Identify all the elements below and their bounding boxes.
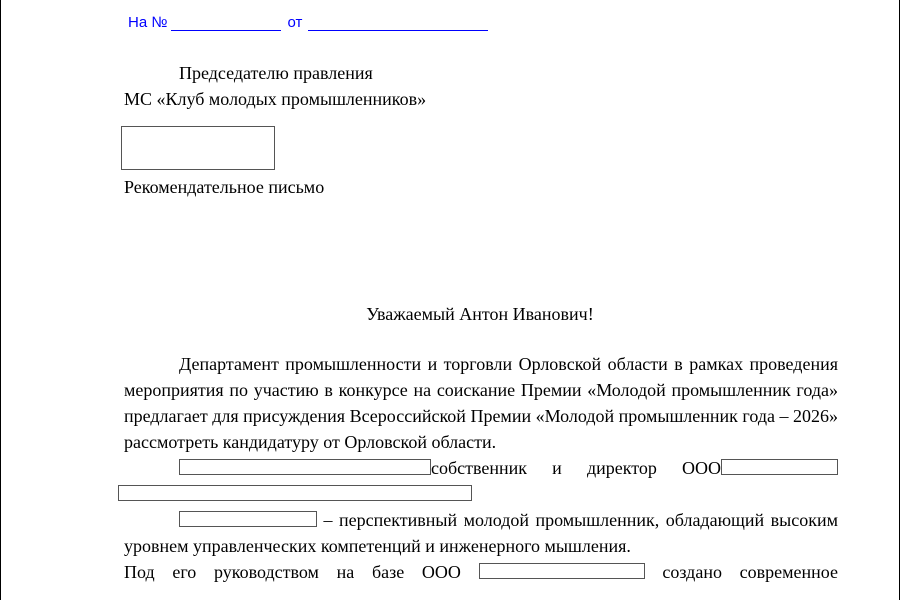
registration-number-label: На № bbox=[128, 14, 168, 31]
paragraph-4-start: Под его руководством на базе ООО bbox=[124, 562, 461, 582]
paragraph-3 bbox=[124, 507, 838, 559]
paragraph-1: Департамент промышленности и торговли Орловской области в рамках проведения мероприятия по участию в конкурсе на соискание Премии «Молодой промышленник года» предлагает для присуждения Всероссийской Премии «Молодой промышленник года – 2026» рассмотреть кандидатуру от Орловской области. bbox=[124, 354, 838, 452]
greeting: Уважаемый Антон Иванович! bbox=[366, 304, 594, 324]
registration-number-field[interactable] bbox=[171, 14, 281, 31]
redacted-name-short bbox=[179, 511, 317, 527]
paragraph-3-text: – перспективный молодой промышленник, обладающий высоким уровнем управленческих компетенций и инженерного мышления. bbox=[124, 510, 838, 556]
paragraph-4-end: создано современное bbox=[662, 562, 839, 582]
registration-date-field[interactable] bbox=[308, 14, 488, 31]
paragraph-2-continuation bbox=[124, 481, 838, 507]
registration-date-label: от bbox=[287, 14, 303, 31]
letter-body bbox=[124, 351, 838, 585]
redacted-company-2 bbox=[479, 563, 645, 579]
redacted-box bbox=[121, 126, 275, 170]
document-type: Рекомендательное письмо bbox=[124, 177, 325, 197]
paragraph-4 bbox=[124, 559, 838, 585]
paragraph-2-text: собственник и директор ООО bbox=[431, 458, 721, 478]
redacted-company-details bbox=[118, 485, 472, 501]
registration-line bbox=[128, 14, 488, 31]
paragraph-2 bbox=[124, 455, 838, 481]
page-border-left bbox=[0, 0, 1, 600]
redacted-name bbox=[179, 459, 431, 475]
addressee-title: Председателю правления bbox=[179, 63, 373, 83]
redacted-company bbox=[721, 459, 838, 475]
addressee-block bbox=[124, 60, 426, 112]
addressee-organization: МС «Клуб молодых промышленников» bbox=[124, 89, 427, 109]
